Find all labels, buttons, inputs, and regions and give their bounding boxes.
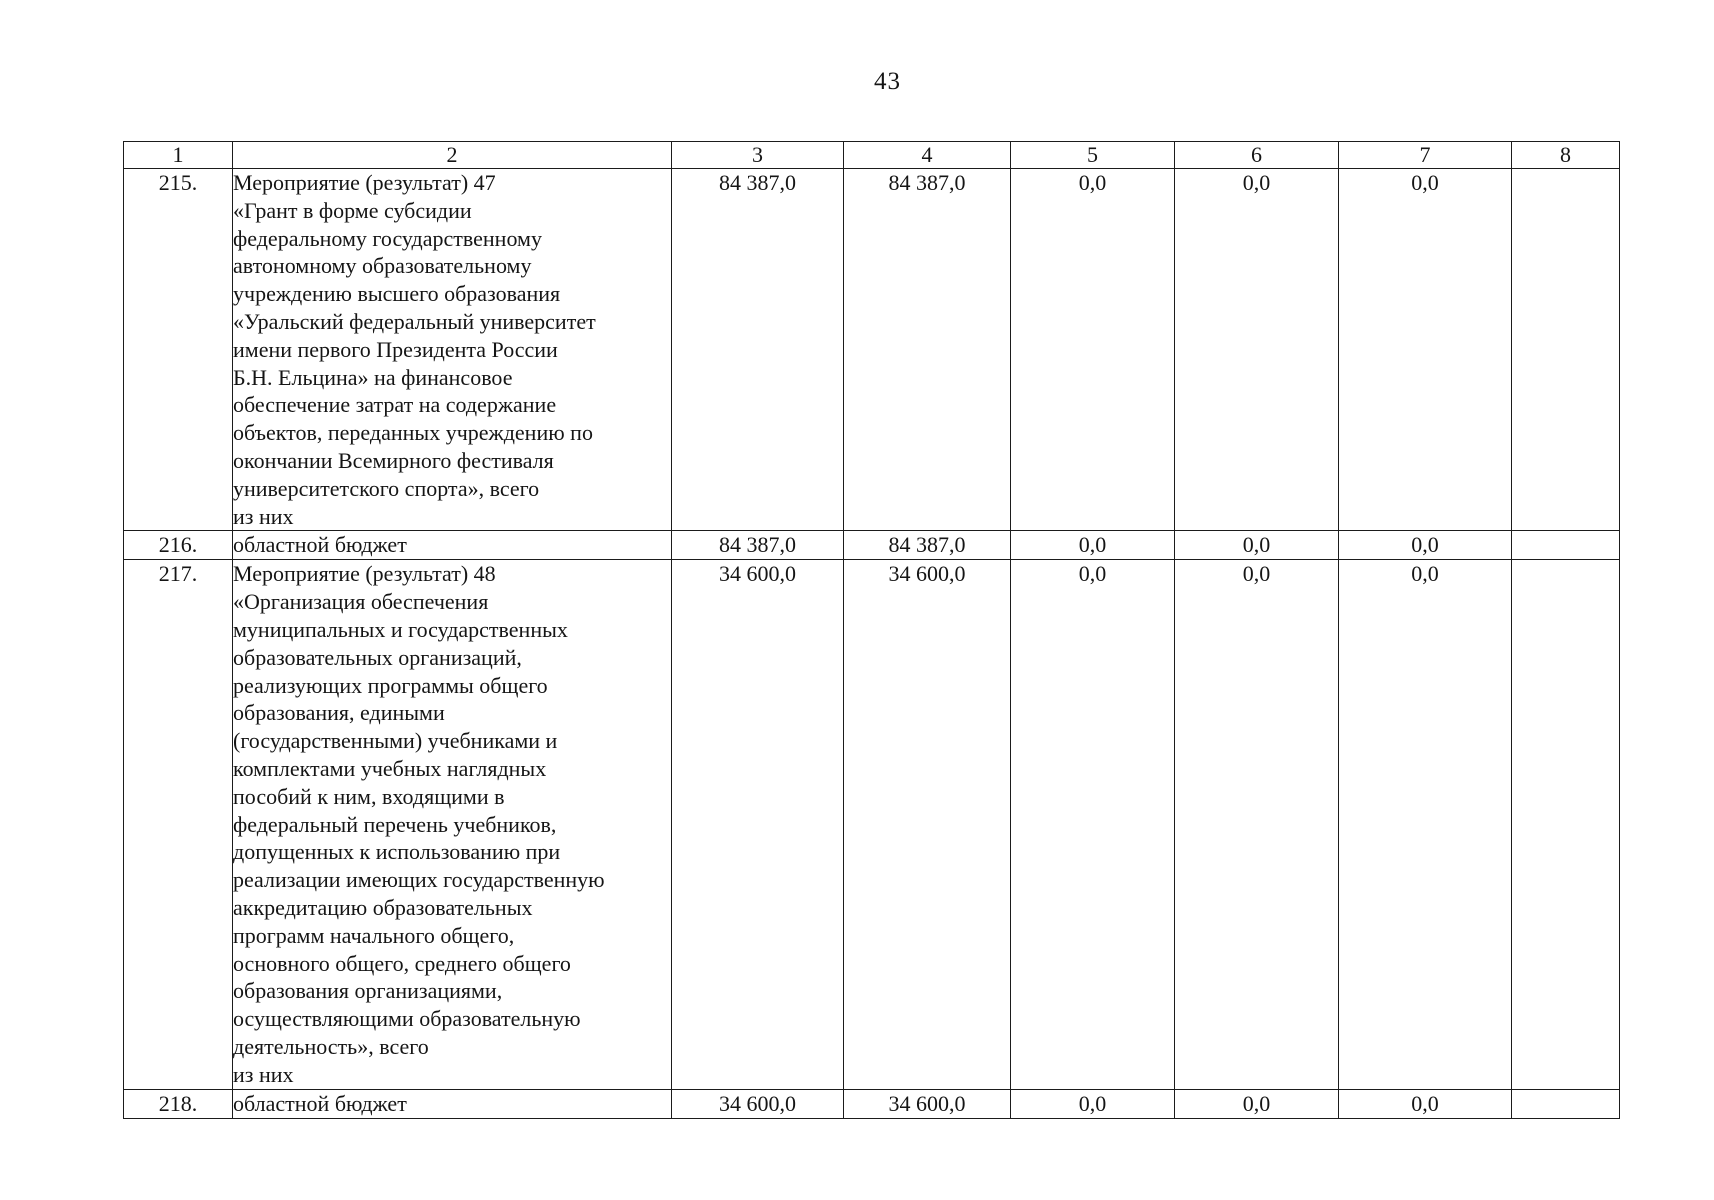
value-col-5: 0,0 xyxy=(1011,1089,1175,1118)
value-col-8 xyxy=(1512,169,1620,531)
table-row xyxy=(124,169,1620,531)
table-row xyxy=(124,560,1620,1089)
description-line: пособий к ним, входящими в xyxy=(233,783,505,809)
budget-table xyxy=(123,141,1620,1119)
value-col-4: 34 600,0 xyxy=(844,1089,1011,1118)
description-line: деятельность», всего xyxy=(233,1033,429,1059)
row-description xyxy=(233,560,672,1089)
value-col-6: 0,0 xyxy=(1175,560,1339,1089)
value-col-8 xyxy=(1512,1089,1620,1118)
description-line: Мероприятие (результат) 47 xyxy=(233,170,496,195)
value-col-5: 0,0 xyxy=(1011,531,1175,560)
description-line: Мероприятие (результат) 48 xyxy=(233,561,496,587)
description-line: Б.Н. Ельцина» на финансовое xyxy=(233,364,513,390)
value-col-4: 34 600,0 xyxy=(844,560,1011,1089)
description-line: реализации имеющих государственную xyxy=(233,867,605,893)
value-col-3: 84 387,0 xyxy=(672,169,844,531)
value-col-8 xyxy=(1512,560,1620,1089)
description-line: осуществляющими образовательную xyxy=(233,1006,581,1032)
description-line: имени первого Президента России xyxy=(233,336,558,362)
description-line: федеральному государственному xyxy=(233,225,542,251)
description-line: объектов, переданных учреждению по xyxy=(233,420,593,446)
description-line: аккредитацию образовательных xyxy=(233,894,533,920)
header-cell-2: 2 xyxy=(233,142,672,169)
description-line: «Организация обеспечения xyxy=(233,589,489,615)
value-col-3: 34 600,0 xyxy=(672,560,844,1089)
row-description xyxy=(233,169,672,531)
header-cell-6: 6 xyxy=(1175,142,1339,169)
description-line: окончании Всемирного фестиваля xyxy=(233,447,554,473)
description-line: образования, едиными xyxy=(233,700,445,726)
row-number: 218. xyxy=(124,1089,233,1118)
description-line: образовательных организаций, xyxy=(233,644,522,670)
description-line: областной бюджет xyxy=(233,532,407,558)
description-line: муниципальных и государственных xyxy=(233,616,568,642)
header-cell-1: 1 xyxy=(124,142,233,169)
row-number: 216. xyxy=(124,531,233,560)
row-description xyxy=(233,531,672,560)
value-col-8 xyxy=(1512,531,1620,560)
description-line: университетского спорта», всего xyxy=(233,475,540,501)
description-line: основного общего, среднего общего xyxy=(233,950,571,976)
value-col-3: 34 600,0 xyxy=(672,1089,844,1118)
table-row xyxy=(124,1089,1620,1118)
value-col-6: 0,0 xyxy=(1175,531,1339,560)
value-col-7: 0,0 xyxy=(1339,169,1512,531)
description-line: из них xyxy=(233,1061,294,1087)
description-line: (государственными) учебниками и xyxy=(233,728,558,754)
value-col-5: 0,0 xyxy=(1011,169,1175,531)
header-cell-5: 5 xyxy=(1011,142,1175,169)
description-line: учреждению высшего образования xyxy=(233,281,561,307)
description-line: «Уральский федеральный университет xyxy=(233,308,596,334)
value-col-7: 0,0 xyxy=(1339,560,1512,1089)
description-line: «Грант в форме субсидии xyxy=(233,197,472,223)
description-line: обеспечение затрат на содержание xyxy=(233,392,557,418)
description-line: комплектами учебных наглядных xyxy=(233,755,547,781)
table-body xyxy=(124,169,1620,1119)
row-number: 217. xyxy=(124,560,233,1089)
table-row xyxy=(124,531,1620,560)
value-col-7: 0,0 xyxy=(1339,1089,1512,1118)
header-cell-3: 3 xyxy=(672,142,844,169)
value-col-4: 84 387,0 xyxy=(844,169,1011,531)
description-line: из них xyxy=(233,503,294,529)
description-line: программ начального общего, xyxy=(233,922,515,948)
value-col-7: 0,0 xyxy=(1339,531,1512,560)
value-col-6: 0,0 xyxy=(1175,1089,1339,1118)
description-line: федеральный перечень учебников, xyxy=(233,811,557,837)
description-line: допущенных к использованию при xyxy=(233,839,561,865)
page-number: 43 xyxy=(874,68,901,95)
description-line: областной бюджет xyxy=(233,1090,407,1116)
value-col-4: 84 387,0 xyxy=(844,531,1011,560)
header-cell-7: 7 xyxy=(1339,142,1512,169)
row-number: 215. xyxy=(124,169,233,531)
header-cell-4: 4 xyxy=(844,142,1011,169)
header-row xyxy=(124,142,1620,169)
row-description xyxy=(233,1089,672,1118)
header-cell-8: 8 xyxy=(1512,142,1620,169)
description-line: автономному образовательному xyxy=(233,253,532,279)
value-col-3: 84 387,0 xyxy=(672,531,844,560)
description-line: образования организациями, xyxy=(233,978,503,1004)
value-col-5: 0,0 xyxy=(1011,560,1175,1089)
description-line: реализующих программы общего xyxy=(233,672,548,698)
value-col-6: 0,0 xyxy=(1175,169,1339,531)
